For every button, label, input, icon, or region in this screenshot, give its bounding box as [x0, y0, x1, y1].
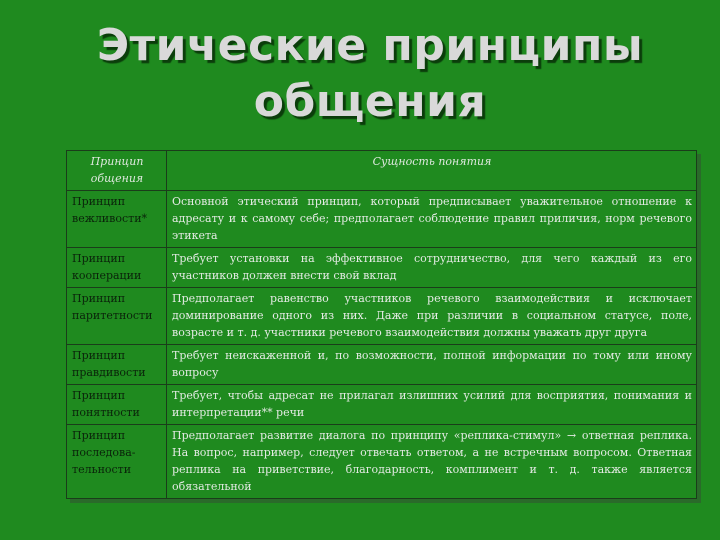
- principle-name: Принцип вежливости*: [67, 191, 167, 248]
- principle-essence: Требует, чтобы адресат не прилагал излишних усилий для восприятия, понимания и интерпретации** речи: [167, 385, 697, 425]
- table-row: [67, 425, 697, 499]
- principle-name: Принцип кооперации: [67, 248, 167, 288]
- principle-essence: Требует неискаженной и, по возможности, полной информации по тому или иному вопросу: [167, 345, 697, 385]
- principle-name: Принцип правдивости: [67, 345, 167, 385]
- table-row: [67, 385, 697, 425]
- slide-title-line-2: общения: [253, 76, 487, 127]
- principles-table: [66, 150, 697, 499]
- principle-essence: Основной этический принцип, который предписывает уважительное отношение к адресату и к самому себе; предполагает соблюдение правил приличия, норм речевого этикета: [167, 191, 697, 248]
- table-row: [67, 288, 697, 345]
- slide-title: [60, 18, 680, 130]
- principle-name: Принцип паритетности: [67, 288, 167, 345]
- table-row: [67, 345, 697, 385]
- principle-essence: Предполагает развитие диалога по принципу «реплика-стимул» → ответная реплика. На вопрос, например, следует отвечать ответом, а не встречным вопросом. Ответная реплика на приветствие, благодарность, комплимент и т. д. также является обязательной: [167, 425, 697, 499]
- header-principle: Принцип общения: [67, 151, 167, 191]
- header-essence: Сущность понятия: [167, 151, 697, 191]
- table-row: [67, 248, 697, 288]
- principle-essence: Предполагает равенство участников речевого взаимодействия и исключает доминирование одного из них. Даже при различии в социальном статусе, поле, возрасте и т. д. участники речевого взаимодействия должны уважать друг друга: [167, 288, 697, 345]
- table-header-row: [67, 151, 697, 191]
- slide-title-line-1: Этические принципы: [96, 20, 644, 71]
- principle-essence: Требует установки на эффективное сотрудничество, для чего каждый из его участников должен внести свой вклад: [167, 248, 697, 288]
- table-row: [67, 191, 697, 248]
- principle-name: Принцип последова-тельности: [67, 425, 167, 499]
- principle-name: Принцип понятности: [67, 385, 167, 425]
